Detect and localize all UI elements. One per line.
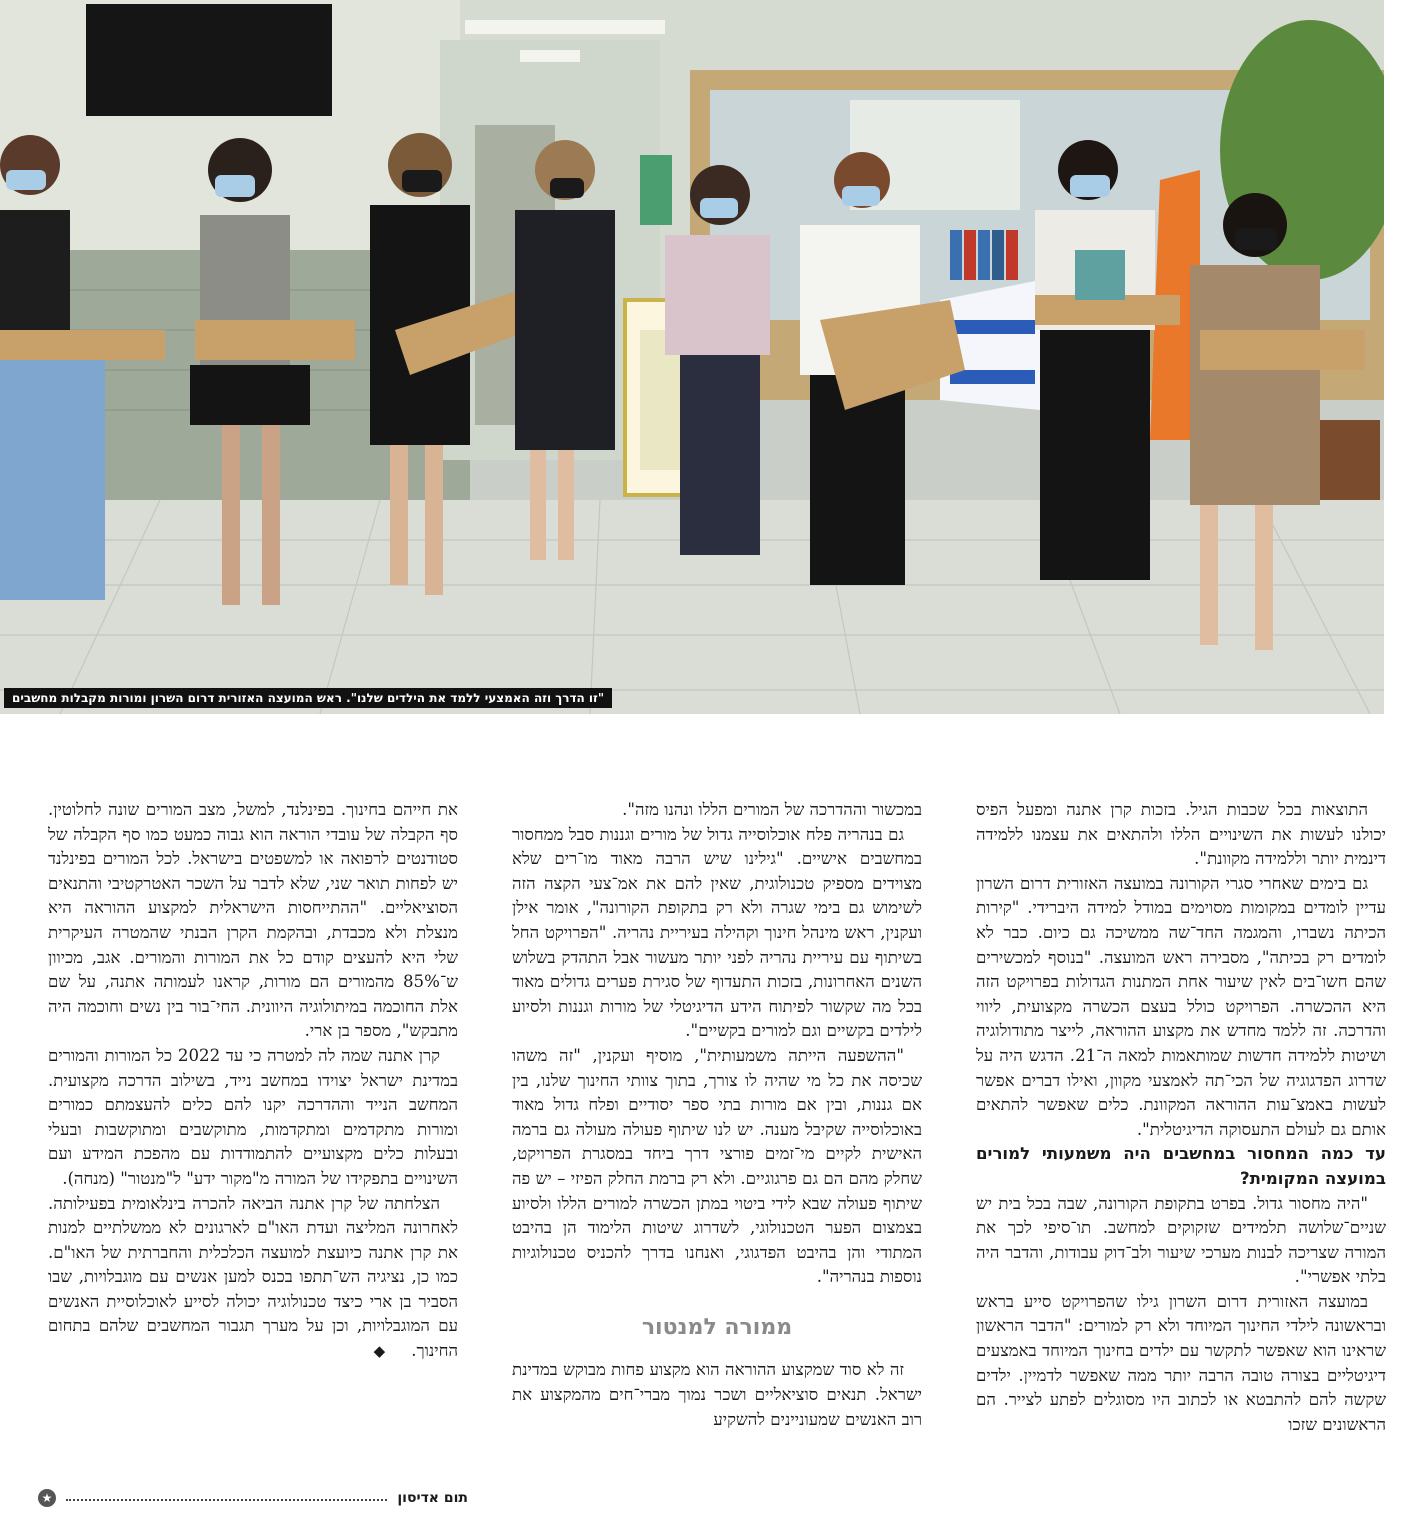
end-mark-icon: ◆: [373, 1342, 386, 1361]
paragraph: [48, 1044, 458, 1192]
paragraph: [512, 823, 922, 1044]
paragraph-text: התוצאות בכל שכבות הגיל. בזכות קרן אתנה ומפעל הפיס יכולנו לעשות את השינויים הללו ולהתאים את עצמנו ללמידה דינמית יותר וללמידה מקוונת".: [976, 800, 1386, 869]
paragraph: [512, 1358, 922, 1432]
paragraph-text: את חייהם בחינוך. בפינלנד, למשל, מצב המורים שונה לחלוטין. סף הקבלה של עובדי הוראה הוא גבוה כמעט כמו סף הקבלה של סטודנטים לרפואה או למשפטים בישראל. לכל המורים בפינלנד יש לפחות תואר שני, שלא לדבר על השכר האטרקטיבי והתנאים הסוציאליים. "ההתייחסות הישראלית למקצוע ההוראה היא מנצלת ולא מכבדת, ובהקמת הקרן הבנתי שהמטרה העיקרית שלי היא להעצים קודם כל את המורות והמורים. אגב, מכיוון ש־85% מהמורים הם מורות, קראנו לעמותה אתנה, על שם אלת החוכמה במיתולוגיה היוונית. החי־בור בין נשים וחוכמה היה מתבקש", מספר בן ארי.: [48, 800, 458, 1041]
column-middle: [512, 798, 922, 1508]
paragraph: [976, 1290, 1386, 1438]
paragraph-text: הצלחתה של קרן אתנה הביאה להכרה בינלאומית בפעילותה. לאחרונה המליצה ועדת האו"ם לארגונים לא ממשלתיים למנות את קרן אתנה כיועצת למועצה הכלכלית והחברתית של האו"ם. כמו כן, נציגיה הש־תתפו בכנס למען אנשים עם מוגבלויות, שבו הסביר בן ארי כיצד טכנולוגיה יכולה לסייע לאוכלוסיית האנשים עם המוגבלויות, וכן על מערך תגבור המחשבים שלהם בתחום החינוך.: [48, 1193, 458, 1361]
byline: [38, 1486, 468, 1510]
column-right: [976, 798, 1386, 1508]
paragraph-text: "היה מחסור גדול. בפרט בתקופת הקורונה, שבה בכל בית יש שניים־שלושה תלמידים שזקוקים למחשב. תו־סיפי לכך את המורה שצריכה לבנות מערכי שיעור ולב־דוק עבודות, והדבר היה בלתי אפשרי".: [976, 1193, 1386, 1287]
paragraph-text: זה לא סוד שמקצוע ההוראה הוא מקצוע פחות מבוקש במדינת ישראל. תנאים סוציאליים ושכר נמוך מברי־חים מהמקצוע את רוב האנשים שמעוניינים להשקיע: [512, 1360, 922, 1429]
question-heading: [976, 1142, 1386, 1191]
article-photo: [0, 0, 1384, 714]
byline-dotted-rule: [66, 1499, 387, 1501]
byline-author: תום אדיסון: [397, 1490, 468, 1506]
paragraph-text: במכשור וההדרכה של המורים הללו ונהנו מזה".: [622, 800, 922, 819]
paragraph-text: גם בימים שאחרי סגרי הקורונה במועצה האזורית דרום השרון עדיין לומדים במקומות מסוימים במודל למידה היברידי. "קירות הכיתה נשברו, והמגמה החד־שה ממשיכה גם כיום. כבר לא לומדים רק בכיתה", מסבירה ראש המועצה. "בנוסף למכשירים שהם חשו־בים לאין שיעור אחת המתנות הגדולות בפרויקט הזה היא ההכשרה. הפרויקט כולל בעצם הכשרה מקצועית, ליווי והדרכה. זה ללמד מחדש את מקצוע ההוראה, לייצר מתודולוגיה ושיטות ללמידה חדשות שמותאמות למאה ה־21. הדגש היה על שדרוג הפדגוגיה של הכי־תה לאמצעי מקוון, ואילו דברים אפשר לעשות באמצ־עות ההוראה המקוונת. כלים שאפשר להתאים אותם גם לעולם התעסוקה הדיגיטלית".: [976, 873, 1386, 1139]
paragraph: [48, 798, 458, 1044]
paragraph: [512, 798, 922, 823]
paragraph: [512, 1044, 922, 1290]
column-left: [48, 798, 458, 1508]
section-subhead: [512, 1316, 922, 1341]
paragraph-text: קרן אתנה שמה לה למטרה כי עד 2022 כל המורות והמורים במדינת ישראל יצוידו במחשב נייד, בשילוב הדרכה מקצועית. המחשב הנייד וההדרכה יקנו להם כלים להעצמתם כמורים ומורות מתקדמים ומתקדמות, מתוקשבים ומתוקשבות ובעלי ובעלות כלים מקצועיים להתמודדות עם מהפכת המידע ועם השינויים בתפקידו של המורה מ"מקור ידע" ל"מנטור" (מנחה).: [48, 1045, 458, 1188]
paragraph: [976, 1192, 1386, 1290]
paragraph-text: במועצה האזורית דרום השרון גילו שהפרויקט סייע בראש ובראשונה לילדי החינוך המיוחד ולא רק למורים: "הדבר הראשון שראינו הוא שאפשר לתקשר עם ילדים בחינוך המיוחד באמצעים דיגיטליים בצורה טובה הרבה יותר ממה שאפשר לדמיין. ילדים שקשה להם להתבטא או לכתוב היו מסוגלים לפתע לצייר. הם הראשונים שזכו: [976, 1291, 1386, 1434]
photo-caption: "זו הדרך וזה האמצעי ללמד את הילדים שלנו". ראש המועצה האזורית דרום השרון ומורות מקבלות מחשבים: [4, 688, 612, 708]
group-photo-illustration: [0, 0, 1384, 714]
paragraph-text: "ההשפעה הייתה משמעותית", מוסיף ועקנין, "זה משהו שכיסה את כל מי שהיה לו צורך, בתוך צוותי החינוך שלנו, בין אם גננות, ובין אם מורות בתי ספר יסודיים ופלח גדול מאוד באוכלוסייה שקיבל מענה. יש לנו שיתוף פעולה מעולה גם ברמה האישית לקיים מי־זמים פורצי דרך ביחד במסגרת הפרויקט, שחלק מהם הם גם פרגוגיים. ולא רק ברמת החלק הפיזי – יש פה שיתוף פעולה שבא לידי ביטוי במתן הכשרה למורים הללו ולסיוע בצמצום הפער הטכנולוגי, לשדרוג שיטות הלימוד הן בהיבט המתודי והן בהיבט הפדגוגי, ואנחנו בדרך להכניס טכנולוגיות נוספות בנהריה".: [512, 1045, 922, 1287]
paragraph-text: ממורה למנטור: [641, 1314, 793, 1340]
paragraph: [976, 872, 1386, 1143]
paragraph-text: עד כמה המחסור במחשבים היה משמעותי למורים במועצה המקומית?: [976, 1144, 1386, 1188]
paragraph: [976, 798, 1386, 872]
article-columns: [38, 798, 1386, 1508]
star-icon: ★: [38, 1489, 56, 1507]
paragraph-text: גם בנהריה פלח אוכלוסייה גדול של מורים וגננות סבל ממחסור במחשבים אישיים. "גילינו שיש הרבה מאוד מו־רים שלא מצוידים מספיק טכנולוגית, שאין להם את אמ־צעי הקצה הזה לשימוש גם בימי שגרה ולא רק בתקופת הקורונה", אומר אילן ועקנין, ראש מינהל חינוך וקהילה בעיריית נהריה. "הפרויקט החל בשיתוף עם עיריית נהריה לפני יותר מעשור אבל התהדק בשלוש השנים האחרונות, בזכות התעדוף של סגירת פערים גדולים מאוד בכל מה שקשור לפיתוח הידע הדיגיטלי של מורות וגננות ולסיוע לילדים בקשיים וגם למורים בקשיים".: [512, 824, 922, 1041]
paragraph: [48, 1192, 458, 1364]
